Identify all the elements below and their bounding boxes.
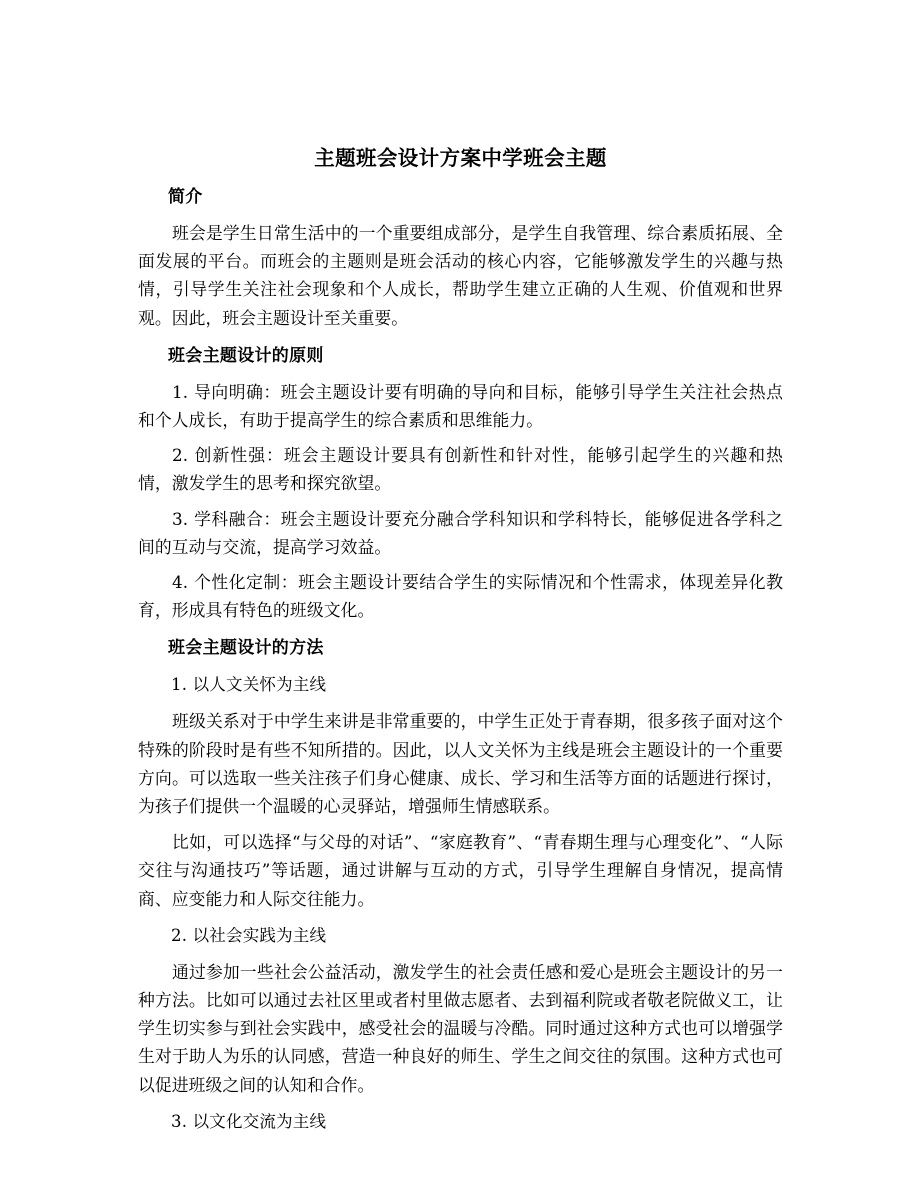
subsection-heading-social-practice: 2. 以社会实践为主线 bbox=[171, 925, 327, 945]
section-heading-principles: 班会主题设计的原则 bbox=[168, 345, 324, 366]
paragraph: 4. 个性化定制：班会主题设计要结合学生的实际情况和个性需求，体现差异化教育，形成具有特色的班级文化。 bbox=[138, 572, 783, 621]
paragraph: 班级关系对于中学生来讲是非常重要的，中学生正处于青春期，很多孩子面对这个特殊的阶段时是有些不知所措的。因此，以人文关怀为主线是班会主题设计的一个重要方向。可以选取一些关注孩子们身心健康、成长、学习和生活等方面的话题进行探讨，为孩子们提供一个温暖的心灵驿站，增强师生情感联系。 bbox=[138, 711, 783, 817]
subsection-heading-cultural-exchange: 3. 以文化交流为主线 bbox=[171, 1111, 327, 1131]
subsection-heading-humanistic-care: 1. 以人文关怀为主线 bbox=[171, 675, 327, 695]
paragraph: 3. 学科融合：班会主题设计要充分融合学科知识和学科特长，能够促进各学科之间的互动与交流，提高学习效益。 bbox=[138, 508, 783, 557]
paragraph: 2. 创新性强：班会主题设计要具有创新性和针对性，能够引起学生的兴趣和热情，激发学生的思考和探究欲望。 bbox=[138, 445, 783, 494]
paragraph: 1. 导向明确：班会主题设计要有明确的导向和目标，能够引导学生关注社会热点和个人成长，有助于提高学生的综合素质和思维能力。 bbox=[138, 381, 783, 431]
paragraph: 班会是学生日常生活中的一个重要组成部分，是学生自我管理、综合素质拓展、全面发展的平台。而班会的主题则是班会活动的核心内容，它能够激发学生的兴趣与热情，引导学生关注社会现象和个人成长，帮助学生建立正确的人生观、价值观和世界观。因此，班会主题设计至关重要。 bbox=[138, 223, 783, 328]
section-heading-intro: 简介 bbox=[168, 187, 203, 207]
section-heading-methods: 班会主题设计的方法 bbox=[168, 638, 324, 659]
document-body bbox=[138, 143, 783, 1142]
paragraph: 比如，可以选择“与父母的对话”、“家庭教育”、“青春期生理与心理变化”、“人际交往与沟通技巧”等话题，通过讲解与互动的方式，引导学生理解自身情况，提高情商、应变能力和人际交往能力。 bbox=[138, 832, 783, 909]
paragraph: 通过参加一些社会公益活动，激发学生的社会责任感和爱心是班会主题设计的另一种方法。比如可以通过去社区里或者村里做志愿者、去到福利院或者敬老院做义工，让学生切实参与到社会实践中，感受社会的温暖与冷酷。同时通过这种方式也可以增强学生对于助人为乐的认同感，营造一种良好的师生、学生之间交往的氛围。这种方式也可以促进班级之间的认知和合作。 bbox=[138, 961, 783, 1095]
page-title: 主题班会设计方案中学班会主题 bbox=[314, 146, 607, 170]
